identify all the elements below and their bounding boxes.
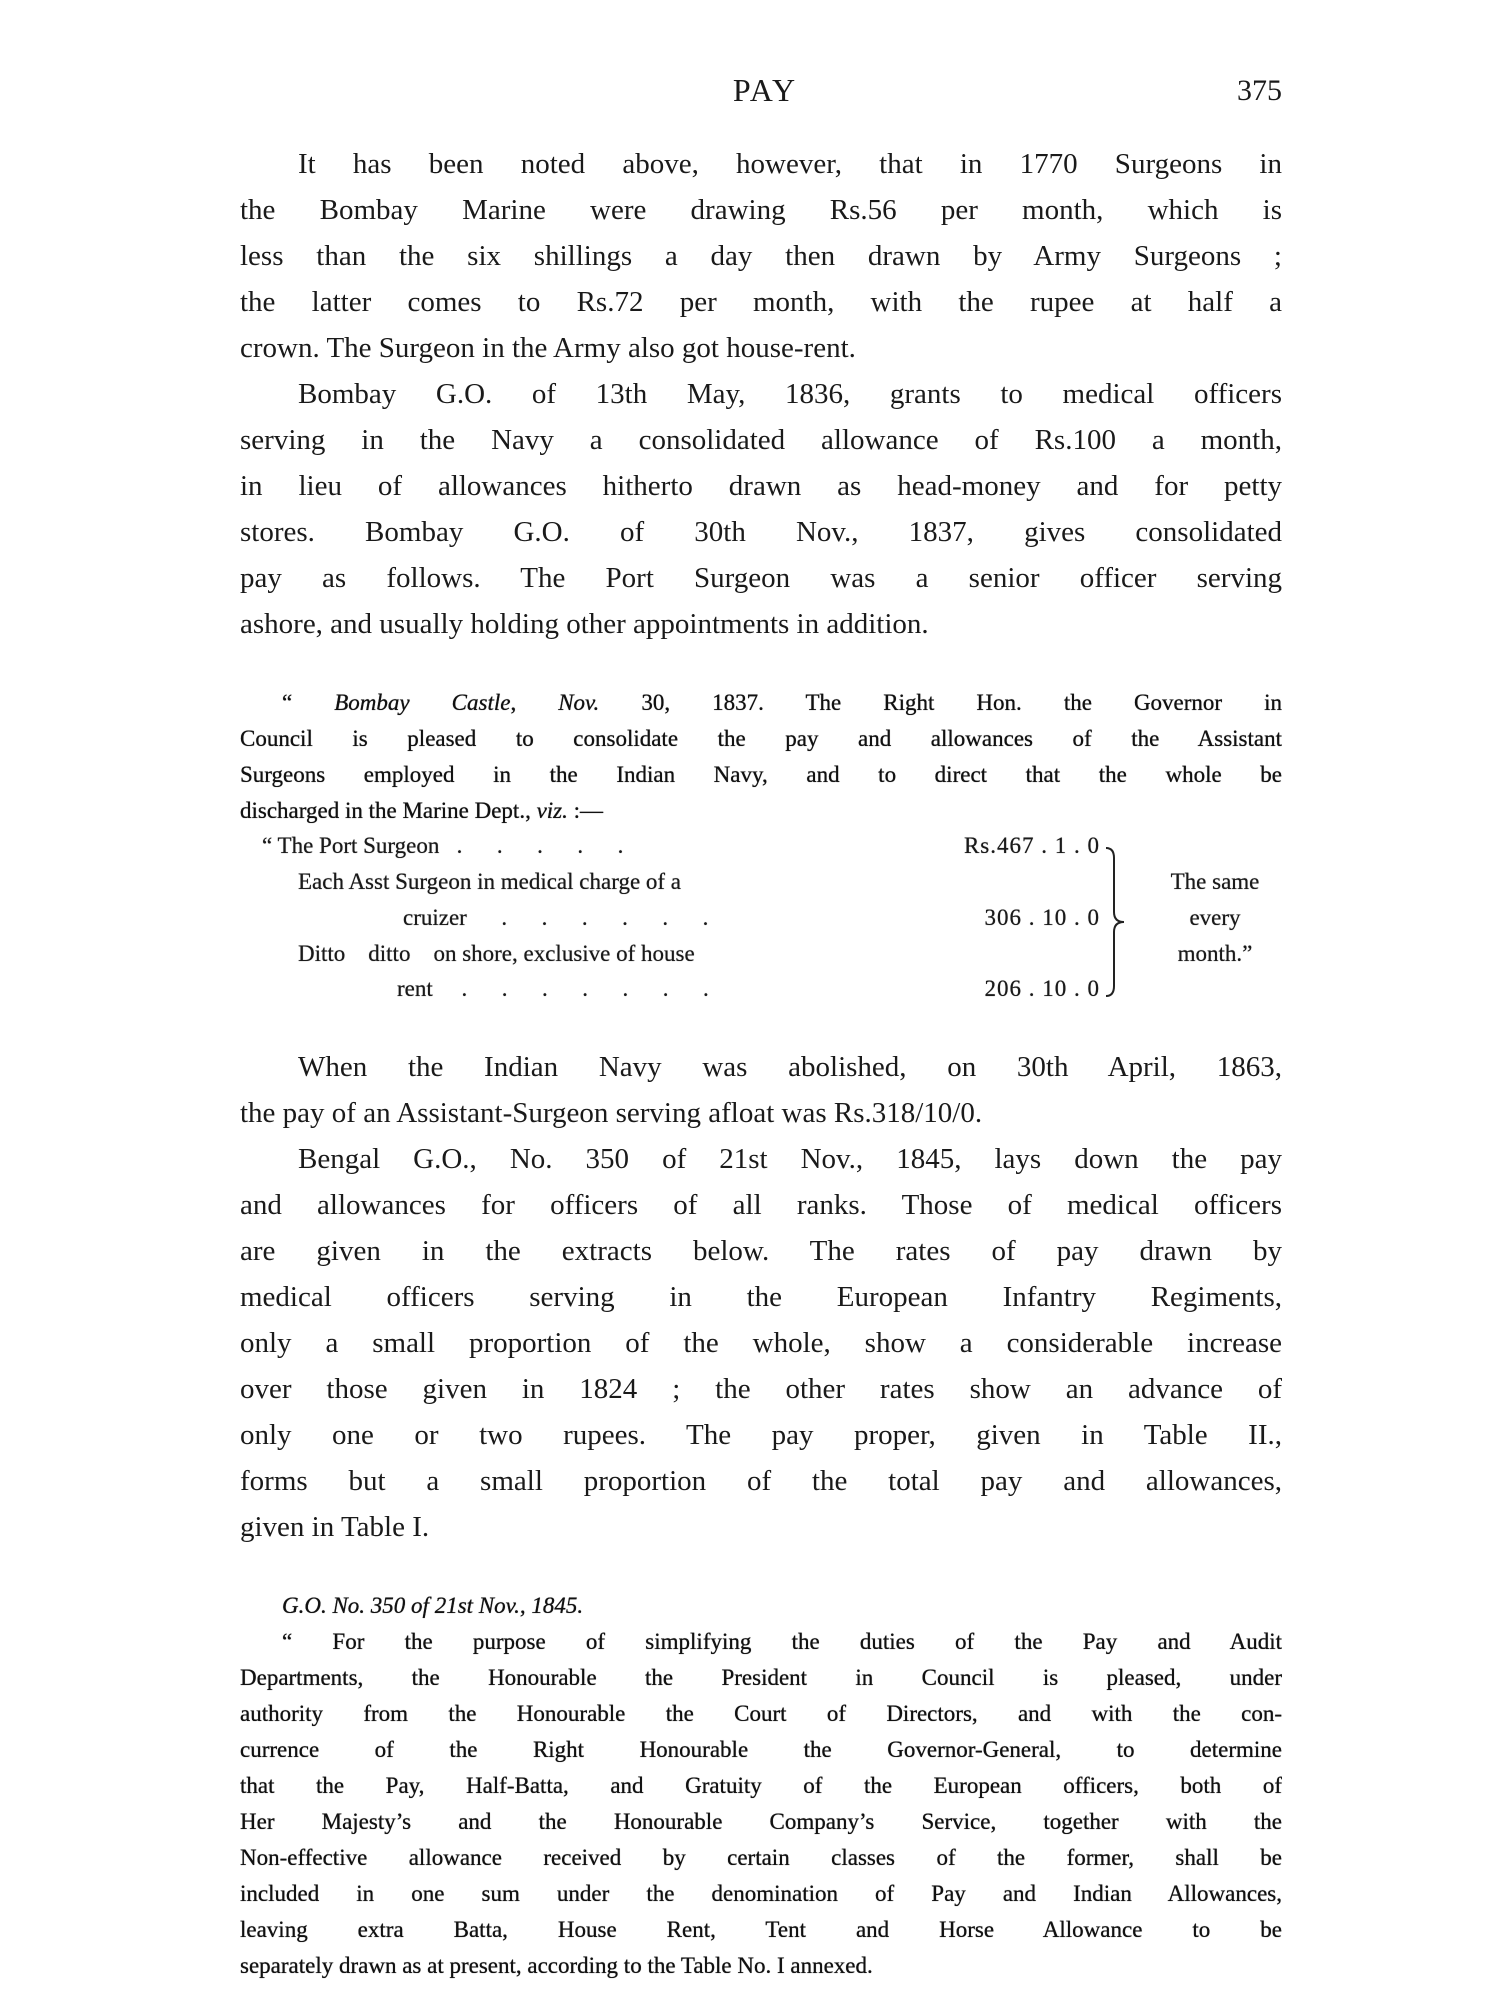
text-line: over those given in 1824 ; the other rates show an advance of: [240, 1373, 1282, 1405]
text-line: [240, 1840, 1282, 1876]
text-segment: 30, 1837. The Right Hon. the Governor in: [599, 690, 1282, 715]
text-segment: authority from the Honourable the Court of Directors, and with the con-: [240, 1701, 1282, 1726]
table-row-label: Each Asst Surgeon in medical charge of a: [298, 869, 682, 894]
table-note-line: every: [1189, 905, 1241, 930]
table-row-amount: 306 . 10 . 0: [984, 905, 1100, 930]
text-line: only a small proportion of the whole, show a considerable increase: [240, 1327, 1282, 1359]
quote-go-350-1845: [240, 1588, 1282, 1984]
text-line: the latter comes to Rs.72 per month, with the rupee at half a: [240, 286, 1282, 318]
text-line: [240, 1876, 1282, 1912]
italic-text: Nov.: [558, 690, 600, 715]
text-line: [240, 1948, 1282, 1984]
text-segment: Surgeons employed in the Indian Navy, and to direct that the whole be: [240, 762, 1282, 787]
text-line: [240, 1696, 1282, 1732]
text-line: the pay of an Assistant-Surgeon serving afloat was Rs.318/10/0.: [240, 1097, 983, 1129]
text-line: ashore, and usually holding other appointments in addition.: [240, 608, 929, 640]
text-line: forms but a small proportion of the total pay and allowances,: [240, 1465, 1282, 1497]
italic-text: viz.: [536, 798, 568, 823]
quote-bombay-castle-1837: [240, 685, 1282, 829]
table-note-line: The same: [1170, 869, 1260, 894]
text-line: Bengal G.O., No. 350 of 21st Nov., 1845, lays down the pay: [298, 1143, 1282, 1175]
text-line: crown. The Surgeon in the Army also got house-rent.: [240, 332, 856, 364]
text-segment: Departments, the Honourable the President in Council is pleased, under: [240, 1665, 1282, 1690]
table-row-amount: 206 . 10 . 0: [984, 976, 1100, 1001]
text-line: medical officers serving in the European Infantry Regiments,: [240, 1281, 1282, 1313]
text-line: only one or two rupees. The pay proper, given in Table II.,: [240, 1419, 1282, 1451]
text-line: It has been noted above, however, that in 1770 Surgeons in: [298, 148, 1282, 180]
table-note-line: month.”: [1177, 941, 1253, 966]
text-segment: “: [282, 690, 335, 715]
curly-brace-icon: [1104, 846, 1128, 998]
text-line: given in Table I.: [240, 1511, 430, 1543]
table-row-label: rent . . . . . . .: [397, 976, 709, 1001]
text-segment: “ For the purpose of simplifying the duties of the Pay and Audit: [282, 1629, 1282, 1654]
text-line: [240, 1804, 1282, 1840]
text-segment: included in one sum under the denomination of Pay and Indian Allowances,: [240, 1881, 1282, 1906]
italic-text: G.O. No. 350 of 21st Nov., 1845.: [282, 1593, 584, 1618]
text-segment: Council is pleased to consolidate the pay and allowances of the Assistant: [240, 726, 1282, 751]
text-line: in lieu of allowances hitherto drawn as head-money and for petty: [240, 470, 1282, 502]
page-header-title: PAY: [732, 72, 798, 108]
text-line: Bombay G.O. of 13th May, 1836, grants to medical officers: [298, 378, 1282, 410]
text-line: [240, 721, 1282, 757]
text-segment: separately drawn as at present, according to the Table No. I annexed.: [240, 1953, 873, 1978]
text-line: and allowances for officers of all ranks. Those of medical officers: [240, 1189, 1282, 1221]
text-line: stores. Bombay G.O. of 30th Nov., 1837, gives consolidated: [240, 516, 1282, 548]
table-row-label: cruizer . . . . . .: [403, 905, 709, 930]
body-paragraphs-top: [240, 141, 1282, 647]
table-row-label: “ The Port Surgeon . . . . .: [262, 833, 624, 858]
body-paragraphs-bottom: [240, 1044, 1282, 1550]
text-line: [240, 685, 1282, 721]
text-line: [240, 1912, 1282, 1948]
text-segment: :—: [567, 798, 604, 823]
text-segment: Her Majesty’s and the Honourable Company’s Service, together with the: [240, 1809, 1282, 1834]
text-line: [240, 757, 1282, 793]
text-line: [240, 1732, 1282, 1768]
text-segment: leaving extra Batta, House Rent, Tent and Horse Allowance to be: [240, 1917, 1282, 1942]
italic-text: Bombay Castle: [334, 690, 511, 715]
text-line: [240, 1588, 1282, 1624]
text-segment: that the Pay, Half-Batta, and Gratuity of the European officers, both of: [240, 1773, 1282, 1798]
table-row-amount: Rs.467 . 1 . 0: [963, 833, 1100, 858]
text-segment: ,: [510, 690, 559, 715]
text-line: [240, 1624, 1282, 1660]
text-line: [240, 1660, 1282, 1696]
text-segment: discharged in the Marine Dept.,: [240, 798, 537, 823]
text-line: serving in the Navy a consolidated allowance of Rs.100 a month,: [240, 424, 1282, 456]
table-row-label: Ditto ditto on shore, exclusive of house: [298, 941, 695, 966]
text-line: pay as follows. The Port Surgeon was a senior officer serving: [240, 562, 1282, 594]
text-line: [240, 1768, 1282, 1804]
text-segment: Non-effective allowance received by certain classes of the former, shall be: [240, 1845, 1282, 1870]
text-line: [240, 793, 1282, 829]
text-segment: currence of the Right Honourable the Governor-General, to determine: [240, 1737, 1282, 1762]
page-number: 375: [1237, 74, 1282, 107]
text-line: less than the six shillings a day then drawn by Army Surgeons ;: [240, 240, 1282, 272]
text-line: When the Indian Navy was abolished, on 30th April, 1863,: [298, 1051, 1282, 1083]
text-line: are given in the extracts below. The rates of pay drawn by: [240, 1235, 1282, 1267]
text-line: the Bombay Marine were drawing Rs.56 per month, which is: [240, 194, 1282, 226]
